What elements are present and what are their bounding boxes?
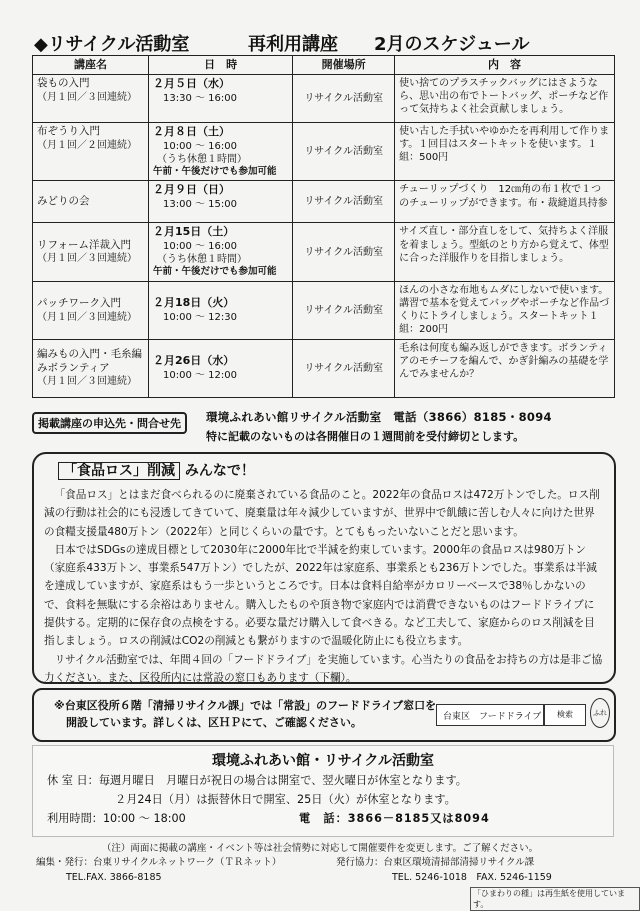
table-row <box>33 123 615 181</box>
venue-cell: リサイクル活動室 <box>293 123 395 181</box>
venue-cell: リサイクル活動室 <box>293 281 395 339</box>
course-time: 13:30 ～ 16:00 <box>162 92 237 104</box>
facility-hours: 利用時間：10:00 ～ 18:00 <box>47 812 186 825</box>
course-cell <box>33 339 149 397</box>
venue-cell: リサイクル活動室 <box>293 181 395 223</box>
course-frequency: （月１回／３回連続） <box>37 311 137 323</box>
venue-cell: リサイクル活動室 <box>293 75 395 123</box>
content-cell: 毛糸は何度も編み返しができます。ボランティアのモチーフを編んで、かぎ針編みの基礎を学んでみませんか？ <box>395 339 615 397</box>
application-deadline: 特に記載のないものは各開催日の１週間前を受付締切とします。 <box>206 430 525 443</box>
food-loss-keyword: 「食品ロス」削減 <box>58 462 180 480</box>
header-datetime: 日 時 <box>148 56 292 75</box>
datetime-cell <box>148 223 292 281</box>
datetime-cell <box>148 123 292 181</box>
table-row <box>33 181 615 223</box>
course-time: 10:00 ～ 12:00 <box>162 369 237 381</box>
footer-cooperation-tel: TEL. 5246-1018 FAX. 5246-1159 <box>392 872 552 883</box>
header-venue: 開催場所 <box>293 56 395 75</box>
food-loss-title <box>58 460 255 480</box>
facility-info <box>32 745 614 837</box>
datetime-cell <box>148 281 292 339</box>
course-cell <box>33 75 149 123</box>
course-time: 13:00 ～ 15:00 <box>162 198 237 210</box>
course-break-note: （うち休憩１時間） <box>156 153 247 165</box>
course-date: ２月９日（日） <box>152 183 230 197</box>
facility-closed-note: ２月24日（月）は振替休日で開室、25日（火）が休室となります。 <box>115 793 456 806</box>
header-content: 内 容 <box>395 56 615 75</box>
course-date: ２月15日（土） <box>152 225 235 239</box>
content-cell: 使い捨てのプラスチックバッグにはさようなら、思い出の布でトートバッグ、ポーチなど作って気持ちよく社会貢献しましょう。 <box>395 75 615 123</box>
course-time: 10:00 ～ 16:00 <box>162 240 237 252</box>
food-loss-body <box>44 486 604 687</box>
course-partial-note: 午前・午後だけでも参加可能 <box>152 266 277 278</box>
venue-cell: リサイクル活動室 <box>293 339 395 397</box>
venue-cell: リサイクル活動室 <box>293 223 395 281</box>
course-name: みどりの会 <box>37 194 90 207</box>
ward-office-text <box>54 697 436 731</box>
footer-cooperation-name: 発行協力：台東区環境清掃部清掃リサイクル課 <box>336 857 535 868</box>
course-name: リフォーム洋裁入門 <box>37 238 131 251</box>
course-title: 再利用講座 <box>248 34 338 55</box>
course-name: 編みもの入門・毛糸編みボランティア <box>37 347 142 374</box>
course-frequency: （月１回／３回連続） <box>37 253 137 265</box>
course-cell <box>33 281 149 339</box>
datetime-cell <box>148 181 292 223</box>
course-break-note: （うち休憩１時間） <box>156 254 247 266</box>
course-time: 10:00 ～ 12:30 <box>162 311 237 323</box>
facility-title: 環境ふれあい館・リサイクル活動室 <box>211 753 435 769</box>
course-date: ２月８日（土） <box>152 125 230 138</box>
table-row <box>33 281 615 339</box>
schedule-header <box>34 28 614 58</box>
application-info <box>32 406 612 448</box>
ward-office-line: 開設しています。詳しくは、区ＨＰにて、ご確認ください。 <box>66 716 362 729</box>
section-title: ◆リサイクル活動室 <box>34 34 190 55</box>
course-cell <box>33 181 149 223</box>
content-cell: 使い古した手拭いやゆかたを再利用して作ります。１回目はスタートキットを使います。１組：500円 <box>395 123 615 181</box>
footer-publisher-name: 編集・発行：台東リサイクルネットワーク（ＴＲネット） <box>36 857 282 868</box>
footer-publisher-tel: TEL.FAX. 3866-8185 <box>66 872 162 883</box>
disclaimer-note: （注）両面に掲載の講座・イベント等は社会情勢に対応して開催要件を変更します。ご了解ください。 <box>101 843 539 854</box>
course-frequency: （月１回／３回連続） <box>37 376 137 388</box>
facility-closed-days: 休 室 日：毎週月曜日 月曜日が祝日の場合は開室で、翌火曜日が休室となります。 <box>47 774 467 787</box>
header-course: 講座名 <box>33 56 149 75</box>
course-date: ２月26日（水） <box>152 354 235 368</box>
schedule-table <box>32 55 615 398</box>
food-loss-title-rest: みんなで！ <box>184 463 255 479</box>
facility-phone: 電 話：3866－8185又は8094 <box>299 812 490 825</box>
food-loss-paragraph: 「食品ロス」とはまだ食べられるのに廃棄されている食品のこと。2022年の食品ロスは472万トンでした。ロス削減の行動は社会的にも浸透してきていて、廃棄量は年々減少していますが、世界中で飢餓に苦しむ人々に向けた世界の食糧支援量480万トン（2022年）と同じくらいの量です。とてももったいないことだと思います。 <box>44 489 600 538</box>
food-loss-article <box>32 452 616 684</box>
mascot-icon: ふれ <box>590 698 610 728</box>
course-name: パッチワーク入門 <box>37 296 121 309</box>
course-partial-note: 午前・午後だけでも参加可能 <box>152 165 277 177</box>
table-row <box>33 339 615 397</box>
food-loss-paragraph: リサイクル活動室では、年間４回の「フードドライブ」を実施しています。心当たりの食品をお持ちの方は是非ご協力ください。また、区役所内には常設の窓口もあります（下欄）。 <box>44 653 603 684</box>
course-date: ２月18日（火） <box>152 296 235 310</box>
datetime-cell <box>148 339 292 397</box>
course-date: ２月５日（水） <box>152 77 230 90</box>
schedule-title: 2月のスケジュール <box>374 34 530 55</box>
course-frequency: （月１回／３回連続） <box>37 91 137 103</box>
table-row <box>33 75 615 123</box>
course-name: 布ぞうり入門 <box>37 125 100 137</box>
application-contact: 環境ふれあい館リサイクル活動室 電話（3866）8185・8094 <box>206 410 552 424</box>
datetime-cell <box>148 75 292 123</box>
search-input[interactable] <box>436 704 544 726</box>
recycled-paper-note: 「ひまわりの種」は再生紙を使用しています。 <box>470 887 640 911</box>
course-cell <box>33 123 149 181</box>
footer-cooperation <box>336 855 552 885</box>
course-cell <box>33 223 149 281</box>
ward-office-notice <box>32 688 616 742</box>
footer-publisher <box>36 855 281 885</box>
course-frequency: （月１回／２回連続） <box>37 139 137 151</box>
application-label: 掲載講座の申込先・問合せ先 <box>32 412 187 434</box>
food-loss-paragraph: 日本ではSDGsの達成目標として2030年に2000年比で半減を約束しています。2000年の食品ロスは980万トン（家庭系433万トン、事業系547万トン）でしたが、2022年は家庭系、事業系とも236万トンでした。事業系は半減を達成していますが、家庭系はもう一歩というところです。日本は食料自給率がカロリーベースで38％しかないので、食料を無駄にする余裕はありません。購入したものや頂き物で家庭内では消費できないものはフードドライブに提供する。定期的に保存食の点検をする。必要な量だけ購入して食べきる。など工夫して、家庭からのロス削減を目指しましょう。ロスの削減はCO2の削減とも繋がりますので温暖化防止にも役立ちます。 <box>44 543 597 648</box>
ward-office-line: ※台東区役所６階「清掃リサイクル課」では「常設」のフードドライブ窓口を <box>54 699 437 712</box>
course-time: 10:00 ～ 16:00 <box>162 140 237 152</box>
search-query: 台東区 フードドライブ <box>443 712 542 722</box>
table-row <box>33 223 615 281</box>
course-name: 袋もの入門 <box>37 77 90 89</box>
content-cell: チューリップづくり 12㎝角の布１枚で１つのチューリップができます。布・裁縫道具持参 <box>395 181 615 223</box>
table-header-row <box>33 56 615 75</box>
content-cell: ほんの小さな布地もムダにしないで使います。講習で基本を覚えてバッグやポーチなど作品づくりにトライしましょう。スタートキット１組：200円 <box>395 281 615 339</box>
search-button[interactable]: 検索 <box>544 704 586 726</box>
content-cell: サイズ直し・部分直しをして、気持ちよく洋服を着ましょう。型紙のとり方から覚えて、体型に合った洋服作りを目指しましょう。 <box>395 223 615 281</box>
